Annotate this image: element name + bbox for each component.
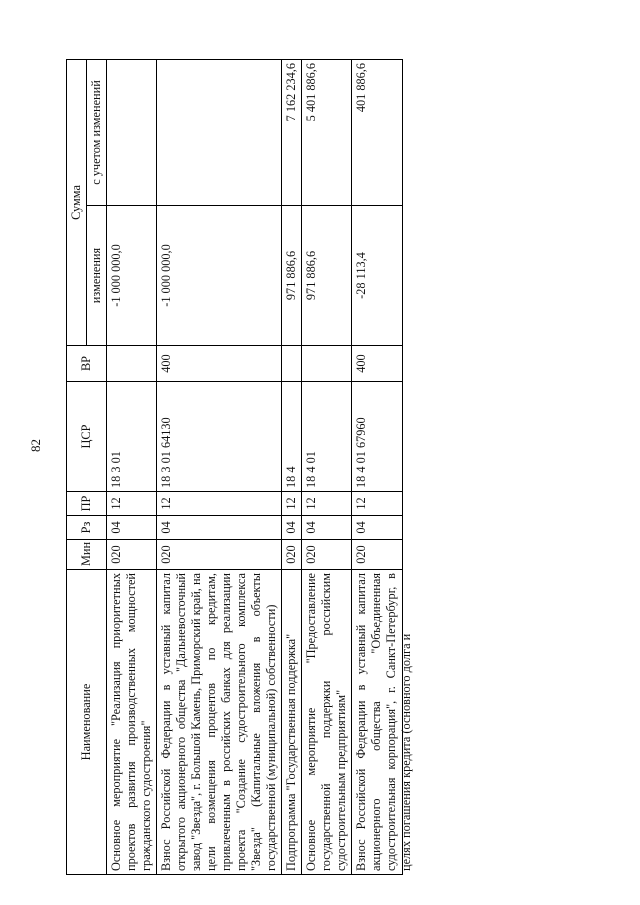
row-total: [107, 59, 157, 205]
page-number: 82: [28, 439, 43, 452]
row-pr: 12: [302, 492, 352, 516]
table-header: [67, 59, 107, 874]
row-change: 971 886,6: [282, 206, 302, 346]
row-rz: 04: [157, 516, 282, 540]
row-vr: [107, 346, 157, 382]
row-change: -1 000 000,0: [107, 206, 157, 346]
row-vr: [282, 346, 302, 382]
row-change: -28 113,4: [352, 206, 403, 346]
row-vr: 400: [352, 346, 403, 382]
row-rz: 04: [302, 516, 352, 540]
header-rz: Рз: [67, 516, 107, 540]
row-rz: 04: [352, 516, 403, 540]
row-name: Взнос Российской Федерации в уставный капитал открытого акционерного общества "Дальневосточный завод "Звезда", г. Большой Камень, Приморский край, на цели возмещения процентов по кредитам, привлеченным в российских банках для реализации проекта "Создание судостроительного комплекса "Звезда" (Капитальные вложения в объекты государственной (муниципальной) собственности): [157, 570, 282, 875]
row-vr: [302, 346, 352, 382]
row-min: 020: [107, 540, 157, 570]
rotated-page-content: [66, 60, 413, 875]
header-min: Мин: [67, 540, 107, 570]
header-name: Наименование: [67, 570, 107, 875]
row-min: 020: [282, 540, 302, 570]
row-min: 020: [352, 540, 403, 570]
header-csr: ЦСР: [67, 382, 107, 492]
row-total: 5 401 886,6: [302, 59, 352, 205]
row-total: [157, 59, 282, 205]
budget-table: [66, 59, 413, 875]
row-change: 971 886,6: [302, 206, 352, 346]
row-csr: 18 3 01 64130: [157, 382, 282, 492]
table-body: [107, 59, 413, 874]
table-row: [352, 59, 403, 874]
header-pr: ПР: [67, 492, 107, 516]
row-min: 020: [302, 540, 352, 570]
table-row: [302, 59, 352, 874]
table-row: [107, 59, 157, 874]
row-total: 401 886,6: [352, 59, 403, 205]
row-vr: 400: [157, 346, 282, 382]
row-pr: 12: [352, 492, 403, 516]
header-sum: Сумма: [67, 59, 87, 345]
row-min: 020: [157, 540, 282, 570]
table-row: [282, 59, 302, 874]
row-pr: 12: [157, 492, 282, 516]
row-csr: 18 4: [282, 382, 302, 492]
table-row: [157, 59, 282, 874]
row-rz: 04: [282, 516, 302, 540]
header-change: изменения: [87, 206, 107, 346]
row-pr: 12: [107, 492, 157, 516]
row-name: Основное мероприятие "Предоставление государственной поддержки российским судостроительным предприятиям": [302, 570, 352, 875]
header-vr: ВР: [67, 346, 107, 382]
row-change: -1 000 000,0: [157, 206, 282, 346]
row-rz: 04: [107, 516, 157, 540]
row-name: Подпрограмма "Государственная поддержка": [282, 570, 302, 875]
row-csr: 18 3 01: [107, 382, 157, 492]
row-total: 7 162 234,6: [282, 59, 302, 205]
row-name-cell: [352, 570, 413, 875]
row-name: Взнос Российской Федерации в уставный капитал акционерного общества "Объединенная судостроительная корпорация", г. Санкт-Петербург, в целях погашения кредита (основного долга и: [354, 573, 413, 871]
header-with-changes: с учетом изменений: [87, 59, 107, 205]
row-name: Основное мероприятие "Реализация приоритетных проектов развития производственных мощностей гражданского судостроения": [107, 570, 157, 875]
row-csr: 18 4 01 67960: [352, 382, 403, 492]
row-csr: 18 4 01: [302, 382, 352, 492]
row-pr: 12: [282, 492, 302, 516]
